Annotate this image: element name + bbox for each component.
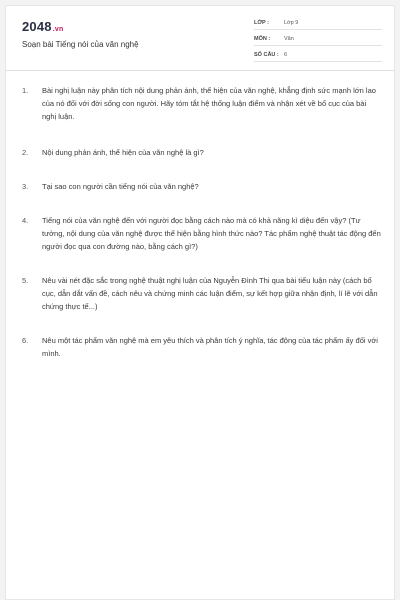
- question-text: Tiếng nói của văn nghệ đến với người đọc bằng cách nào mà có khả năng kì diệu đến vậy? (Tư tưởng, nội dung của văn nghệ được thể hiện bằng hình thức nào? Tác phẩm nghệ thuật tác động đến người đọc qua con đường nào, bằng cách gì?): [42, 216, 381, 251]
- question-text: Bài nghị luận này phân tích nội dung phản ánh, thể hiện của văn nghệ, khẳng định sức mạnh lớn lao của nó đối với đời sống con người. Hãy tóm tắt hệ thống luận điểm và nhận xét về bố cục của bài nghị luận.: [42, 86, 376, 121]
- question-item: [22, 334, 382, 360]
- question-number: 5.: [22, 276, 29, 285]
- question-text: Nêu một tác phẩm văn nghệ mà em yêu thích và phân tích ý nghĩa, tác động của tác phẩm ấy đối với mình.: [42, 336, 378, 358]
- worksheet: [5, 5, 395, 600]
- meta-value: Văn: [284, 35, 294, 42]
- question-number: 6.: [22, 336, 29, 345]
- brand-logo[interactable]: [22, 19, 63, 34]
- question-item: [22, 214, 382, 253]
- question-list: [22, 84, 382, 360]
- question-item: [22, 146, 382, 159]
- question-item: [22, 180, 382, 193]
- meta-value: 6: [284, 51, 288, 58]
- meta-label: LỚP :: [254, 19, 269, 26]
- meta-info: [254, 16, 382, 62]
- brand-name: 2048: [22, 19, 52, 34]
- question-text: Nêu vài nét đặc sắc trong nghệ thuật nghị luận của Nguyễn Đình Thi qua bài tiểu luận này (cách bố cục, dẫn dắt vấn đề, cách nêu và chứng minh các luận điểm, sự kết hợp giữa nhận định, lí lẽ với dẫn chứng thực tế...): [42, 276, 378, 311]
- meta-row-question-count: [254, 48, 382, 62]
- document-title: Soạn bài Tiếng nói của văn nghệ: [22, 40, 139, 49]
- question-number: 3.: [22, 182, 29, 191]
- question-item: [22, 274, 382, 313]
- meta-label: MÔN :: [254, 35, 271, 42]
- meta-row-subject: [254, 32, 382, 46]
- question-text: Tại sao con người cần tiếng nói của văn nghệ?: [42, 182, 199, 191]
- worksheet-header: [6, 6, 394, 71]
- question-item: [22, 84, 382, 123]
- question-text: Nội dung phản ánh, thể hiện của văn nghệ là gì?: [42, 148, 204, 157]
- meta-row-class: [254, 16, 382, 30]
- meta-label: SỐ CÂU :: [254, 51, 279, 58]
- question-number: 2.: [22, 148, 29, 157]
- question-number: 4.: [22, 216, 29, 225]
- question-number: 1.: [22, 86, 29, 95]
- meta-value: Lớp 9: [284, 19, 299, 26]
- brand-domain: .vn: [52, 26, 64, 33]
